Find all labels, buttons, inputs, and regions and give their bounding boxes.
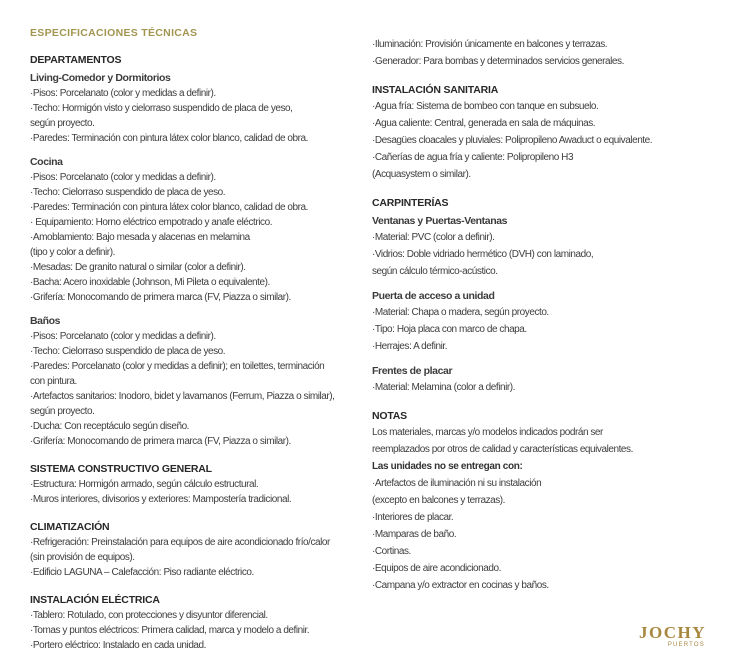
spec-item-continuation: (tipo y color a definir).	[30, 247, 115, 258]
subsection-heading: Ventanas y Puertas-Ventanas	[372, 215, 508, 227]
spec-item: ·Tomas y puntos eléctricos: Primera calidad, marca y modelo a definir.	[30, 625, 310, 636]
brand-tagline: PUERTOS	[667, 642, 705, 648]
section-heading: CARPINTERÍAS	[372, 197, 449, 209]
right-column	[372, 36, 717, 594]
spec-item: ·Amoblamiento: Bajo mesada y alacenas en melamina	[30, 232, 250, 243]
spec-item-continuation: (Acquasystem o similar).	[372, 169, 471, 180]
subsection-heading: Baños	[30, 315, 61, 327]
section-heading: INSTALACIÓN ELÉCTRICA	[30, 594, 160, 606]
spec-item: ·Vidrios: Doble vidriado hermético (DVH) con laminado,	[372, 249, 594, 260]
spec-item-continuation: según proyecto.	[30, 118, 95, 129]
section-heading: INSTALACIÓN SANITARIA	[372, 84, 499, 96]
page-title: ESPECIFICACIONES TÉCNICAS	[30, 27, 198, 39]
section-heading: NOTAS	[372, 410, 407, 422]
spec-item: ·Techo: Hormigón visto y cielorraso suspendido de placa de yeso,	[30, 103, 293, 114]
spec-item: ·Cortinas.	[372, 546, 411, 557]
spec-item: ·Paredes: Terminación con pintura látex color blanco, calidad de obra.	[30, 202, 308, 213]
spec-item: ·Ducha: Con receptáculo según diseño.	[30, 421, 190, 432]
spec-item: ·Artefactos de iluminación ni su instalación	[372, 478, 542, 489]
subsection-heading: Living-Comedor y Dormitorios	[30, 72, 171, 84]
note-text: reemplazados por otros de calidad y características equivalentes.	[372, 444, 633, 455]
spec-item: · Equipamiento: Horno eléctrico empotrado y anafe eléctrico.	[30, 217, 273, 228]
spec-item: ·Desagües cloacales y pluviales: Polipropileno Awaduct o equivalente.	[372, 135, 653, 146]
spec-item: ·Estructura: Hormigón armado, según cálculo estructural.	[30, 479, 259, 490]
spec-item-continuation: (sin provisión de equipos).	[30, 552, 135, 563]
note-text: Los materiales, marcas y/o modelos indicados podrán ser	[372, 427, 603, 438]
spec-item: ·Grifería: Monocomando de primera marca (FV, Piazza o similar).	[30, 436, 291, 447]
brand-wordmark: JOCHY	[639, 623, 706, 642]
spec-item: ·Refrigeración: Preinstalación para equipos de aire acondicionado frío/calor	[30, 537, 330, 548]
spec-item: ·Iluminación: Provisión únicamente en balcones y terrazas.	[372, 39, 608, 50]
section-heading: SISTEMA CONSTRUCTIVO GENERAL	[30, 463, 212, 475]
spec-item: ·Generador: Para bombas y determinados servicios generales.	[372, 56, 624, 67]
spec-item: ·Campana y/o extractor en cocinas y baños.	[372, 580, 549, 591]
left-column-blocks	[30, 52, 365, 653]
spec-item: ·Bacha: Acero inoxidable (Johnson, Mi Pileta o equivalente).	[30, 277, 270, 288]
note-subheading: Las unidades no se entregan con:	[372, 461, 523, 472]
spec-item: ·Mesadas: De granito natural o similar (color a definir).	[30, 262, 246, 273]
spec-item: ·Muros interiores, divisorios y exteriores: Mampostería tradicional.	[30, 494, 292, 505]
spec-item-continuation: según proyecto.	[30, 406, 95, 417]
spec-item: ·Artefactos sanitarios: Inodoro, bidet y lavamanos (Ferrum, Piazza o similar),	[30, 391, 335, 402]
spec-item: ·Paredes: Porcelanato (color y medidas a definir); en toilettes, terminación	[30, 361, 325, 372]
spec-item: ·Agua fría: Sistema de bombeo con tanque en subsuelo.	[372, 101, 599, 112]
spec-item: ·Pisos: Porcelanato (color y medidas a definir).	[30, 331, 216, 342]
spec-item-continuation: con pintura.	[30, 376, 77, 387]
spec-item: ·Grifería: Monocomando de primera marca (FV, Piazza o similar).	[30, 292, 291, 303]
spec-item: ·Tipo: Hoja placa con marco de chapa.	[372, 324, 527, 335]
spec-item: ·Techo: Cielorraso suspendido de placa de yeso.	[30, 346, 226, 357]
right-column-blocks	[372, 36, 717, 594]
spec-item: ·Pisos: Porcelanato (color y medidas a definir).	[30, 172, 216, 183]
spec-item: ·Tablero: Rotulado, con protecciones y disyuntor diferencial.	[30, 610, 268, 621]
spec-item: ·Mamparas de baño.	[372, 529, 457, 540]
section-heading: DEPARTAMENTOS	[30, 54, 122, 66]
spec-item-continuation: según cálculo térmico-acústico.	[372, 266, 498, 277]
spec-item: ·Material: PVC (color a definir).	[372, 232, 495, 243]
spec-item: ·Cañerías de agua fría y caliente: Polipropileno H3	[372, 152, 574, 163]
spec-item: ·Herrajes: A definir.	[372, 341, 448, 352]
spec-item: ·Interiores de placar.	[372, 512, 454, 523]
subsection-heading: Puerta de acceso a unidad	[372, 290, 495, 302]
subsection-heading: Frentes de placar	[372, 365, 453, 377]
subsection-heading: Cocina	[30, 156, 63, 168]
spec-item: ·Paredes: Terminación con pintura látex color blanco, calidad de obra.	[30, 133, 308, 144]
left-column	[30, 26, 365, 653]
spec-item: ·Material: Chapa o madera, según proyecto.	[372, 307, 549, 318]
section-heading: CLIMATIZACIÓN	[30, 521, 110, 533]
spec-item: ·Portero eléctrico: Instalado en cada unidad.	[30, 640, 206, 651]
spec-item: ·Equipos de aire acondicionado.	[372, 563, 501, 574]
spec-item: ·Agua caliente: Central, generada en sala de máquinas.	[372, 118, 596, 129]
spec-item: ·Material: Melamina (color a definir).	[372, 382, 515, 393]
brand-logo	[639, 624, 706, 649]
spec-item-continuation: (excepto en balcones y terrazas).	[372, 495, 506, 506]
spec-item: ·Edificio LAGUNA – Calefacción: Piso radiante eléctrico.	[30, 567, 254, 578]
spec-item: ·Techo: Cielorraso suspendido de placa de yeso.	[30, 187, 226, 198]
spec-item: ·Pisos: Porcelanato (color y medidas a definir).	[30, 88, 216, 99]
